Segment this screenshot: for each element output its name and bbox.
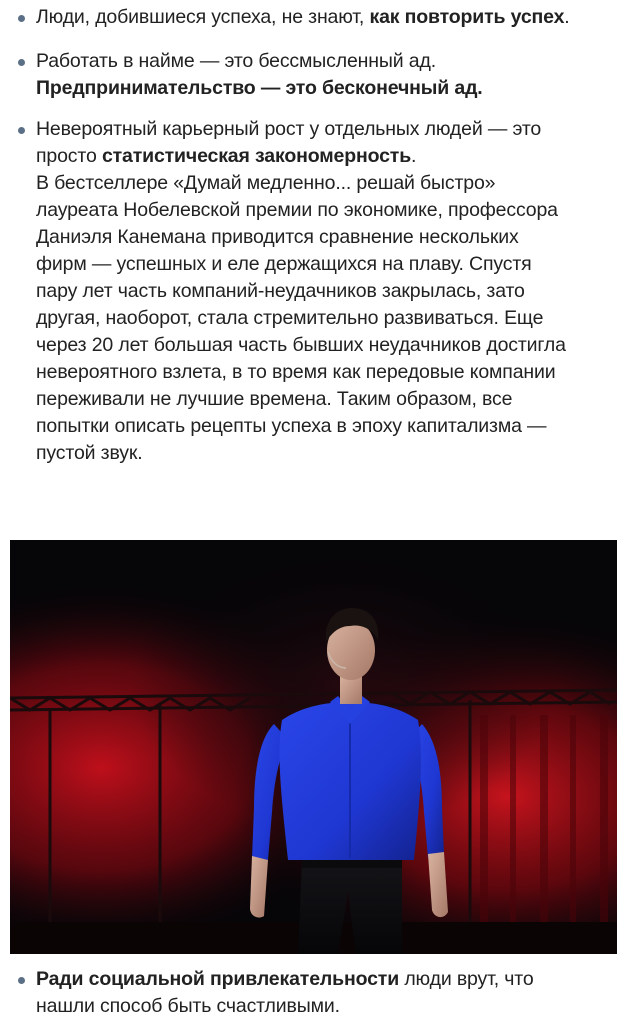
text-run: через 20 лет большая часть бывших неудачников достигла <box>36 334 566 356</box>
bold-text-run: Предпринимательство — это бесконечный ад. <box>36 77 483 99</box>
text-run: В бестселлере «Думай медленно... решай быстро» <box>36 172 496 194</box>
text-line <box>36 143 621 170</box>
list-item-text <box>36 48 621 102</box>
text-run: . <box>411 145 417 167</box>
text-run: нашли способ быть счастливыми. <box>36 995 340 1017</box>
text-line <box>36 278 621 305</box>
text-run: Даниэля Канемана приводится сравнение нескольких <box>36 226 519 248</box>
bullet-dot <box>18 15 25 22</box>
bold-text-run: Ради социальной привлекательности <box>36 968 400 990</box>
text-line <box>36 305 621 332</box>
speaker-photo <box>10 540 617 954</box>
text-line <box>36 993 621 1020</box>
text-line <box>36 197 621 224</box>
text-run: другая, наоборот, стала стремительно развиваться. Еще <box>36 307 544 329</box>
stage-scene-illustration <box>10 540 617 954</box>
text-run: Невероятный карьерный рост у отдельных людей — это <box>36 118 542 140</box>
text-line <box>36 75 621 102</box>
bullet-dot <box>18 127 25 134</box>
text-line <box>36 170 621 197</box>
text-line <box>36 413 621 440</box>
text-run: невероятного взлета, в то время как передовые компании <box>36 361 556 383</box>
text-run: Работать в найме — это бессмысленный ад. <box>36 50 436 72</box>
bullet-dot <box>18 59 25 66</box>
bold-text-run: статистическая закономерность <box>101 145 412 167</box>
text-run: Люди, добившиеся успеха, не знают, <box>36 6 370 28</box>
text-run: пару лет часть компаний-неудачников закрылась, зато <box>36 280 525 302</box>
text-run: фирм — успешных и еле держащихся на плаву. Спустя <box>36 253 532 275</box>
text-run: люди врут, что <box>399 968 534 990</box>
text-line <box>36 440 621 467</box>
text-line <box>36 48 621 75</box>
text-run: пустой звук. <box>36 442 143 464</box>
text-run: попытки описать рецепты успеха в эпоху капитализма — <box>36 415 547 437</box>
bullet-dot <box>18 977 25 984</box>
text-run: лауреата Нобелевской премии по экономике, профессора <box>36 199 558 221</box>
text-run: переживали не лучшие времена. Таким образом, все <box>36 388 513 410</box>
text-line <box>36 966 621 993</box>
text-line <box>36 359 621 386</box>
bold-text-run: как повторить успех <box>369 6 565 28</box>
text-line <box>36 251 621 278</box>
text-line <box>36 332 621 359</box>
text-line <box>36 224 621 251</box>
list-item-text <box>36 116 621 467</box>
text-line <box>36 386 621 413</box>
list-item-text <box>36 4 621 31</box>
text-line <box>36 4 621 31</box>
list-item-text <box>36 966 621 1020</box>
text-line <box>36 116 621 143</box>
text-run: . <box>564 6 570 28</box>
text-run: просто <box>36 145 102 167</box>
